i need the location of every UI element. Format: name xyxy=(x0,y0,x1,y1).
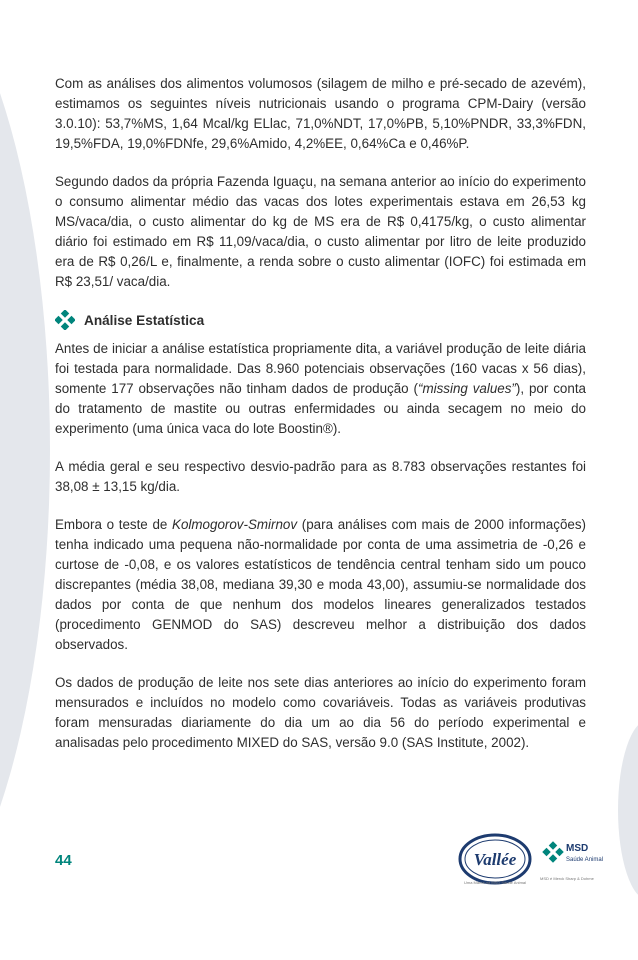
background-arc xyxy=(0,0,50,960)
msd-brand-subtitle: Saúde Animal xyxy=(566,857,604,863)
paragraph-text: Antes de iniciar a análise estatística propriamente dita, a variável produção de leite diária foi testada para normalidade. Das 8.960 potenciais observações (160 vacas x 56 dias), somente 177 observações não tinham dados de produção ( xyxy=(55,341,586,396)
msd-brand-name: MSD xyxy=(566,843,589,854)
page-body xyxy=(55,74,586,771)
paragraph-covariates xyxy=(55,673,586,753)
paragraph-feed-costs xyxy=(55,172,586,292)
paragraph-text: Os dados de produção de leite nos sete dias anteriores ao início do experimento foram mensurados e incluídos no modelo como covariáveis. Todas as variáveis produtivas foram mensuradas diariamente do dia um ao dia 56 do período experimental e analisadas pelo procedimento MIXED do SAS, versão 9.0 (SAS Institute, 2002). xyxy=(55,675,586,750)
paragraph-normality xyxy=(55,339,586,439)
vallee-caption: Uma Marca da MSD Saúde Animal xyxy=(463,880,527,885)
msd-cross-icon xyxy=(55,310,75,330)
paragraph-text: Segundo dados da própria Fazenda Iguaçu, na semana anterior ao início do experimento o consumo alimentar médio das vacas dos lotes experimentais estava em 26,53 kg MS/vaca/dia, o custo alimentar do kg de MS era de R$ 0,4175/kg, o custo alimentar diário foi estimado em R$ 11,09/vaca/dia, o custo alimentar por litro de leite produzido era de R$ 0,26/L e, finalmente, a renda sobre o custo alimentar (IOFC) foi estimada em R$ 23,51/ vaca/dia. xyxy=(55,174,586,289)
vallee-logo xyxy=(458,832,532,886)
paragraph-text: A média geral e seu respectivo desvio-padrão para as 8.783 observações restantes foi 38,08 ± 13,15 kg/dia. xyxy=(55,459,586,494)
paragraph-text: Com as análises dos alimentos volumosos (silagem de milho e pré-secado de azevém), estimamos os seguintes níveis nutricionais usando o programa CPM-Dairy (versão 3.0.10): 53,7%MS, 1,64 Mcal/kg ELlac, 71,0%NDT, 17,0%PB, 5,10%PNDR, 33,3%FDN, 19,5%FDA, 19,0%FDNfe, 29,6%Amido, 4,2%EE, 0,64%Ca e 0,46%P. xyxy=(55,76,586,151)
background-arc-small xyxy=(618,720,638,900)
page-number: 44 xyxy=(55,852,72,869)
section-title: Análise Estatística xyxy=(84,312,205,328)
paragraph-italic-text: “missing values” xyxy=(417,381,516,396)
paragraph-text: (para análises com mais de 2000 informações) tenha indicado uma pequena não-normalidade por conta de uma assimetria de -0,26 e curtose de -0,08, e os valores estatísticos de tendência central tenham sido um pouco discrepantes (média 38,08, mediana 39,30 e moda 43,00), assumiu-se normalidade dos dados por conta de que nenhum dos modelos lineares generalizados testados (procedimento GENMOD do SAS) descreveu melhor a distribuição dos dados observados. xyxy=(55,517,586,652)
paragraph-nutrition xyxy=(55,74,586,154)
paragraph-text: Embora o teste de xyxy=(55,517,173,532)
section-heading xyxy=(55,310,586,330)
paragraph-mean xyxy=(55,457,586,497)
paragraph-italic-text: Kolmogorov-Smirnov xyxy=(172,517,298,532)
paragraph-ks-test xyxy=(55,515,586,655)
svg-text:Vallée: Vallée xyxy=(473,850,517,869)
paragraph-text: ), por conta do tratamento de mastite ou outras enfermidades ou ainda secagem no meio do experimento (uma única vaca do lote Boostin®). xyxy=(55,381,586,436)
msd-caption: MSD é Merck Sharp & Dohme xyxy=(540,876,594,881)
